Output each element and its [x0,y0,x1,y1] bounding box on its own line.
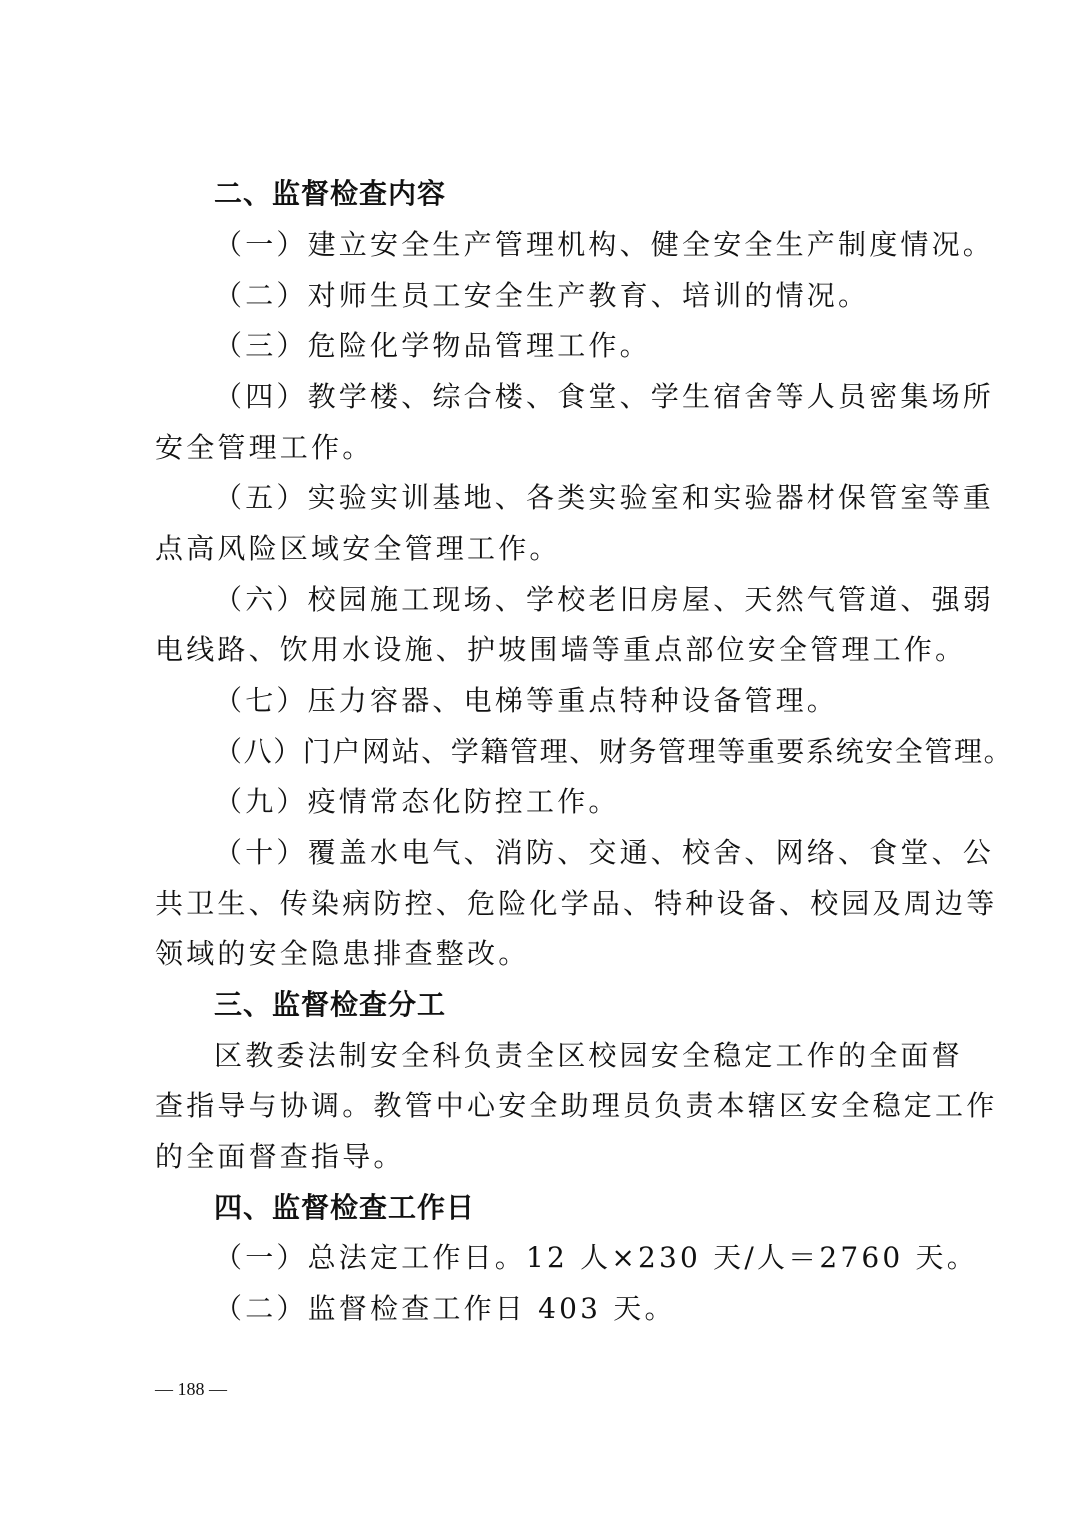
paragraph-line: （八）门户网站、学籍管理、财务管理等重要系统安全管理。 [214,735,1014,768]
section-heading-4: 四、监督检查工作日 [214,1191,476,1224]
paragraph-line: （二）监督检查工作日 403 天。 [214,1292,676,1325]
section-heading-3: 三、监督检查分工 [214,988,447,1021]
paragraph-line: （二）对师生员工安全生产教育、培训的情况。 [214,279,870,312]
paragraph-line: （十）覆盖水电气、消防、交通、校舍、网络、食堂、公 [214,836,995,869]
paragraph-line: 区教委法制安全科负责全区校园安全稳定工作的全面督 [214,1039,963,1072]
paragraph-line: 安全管理工作。 [155,431,374,464]
paragraph-line: （四）教学楼、综合楼、食堂、学生宿舍等人员密集场所 [214,380,995,413]
paragraph-line: 领域的安全隐患排查整改。 [155,937,530,970]
paragraph-line: 点高风险区域安全管理工作。 [155,532,561,565]
paragraph-line: 共卫生、传染病防控、危险化学品、特种设备、校园及周边等 [155,887,998,920]
paragraph-line: （一）总法定工作日。12 人×230 天/人＝2760 天。 [214,1241,978,1274]
paragraph-line: （三）危险化学物品管理工作。 [214,329,651,362]
paragraph-line: （九）疫情常态化防控工作。 [214,785,620,818]
paragraph-line: （六）校园施工现场、学校老旧房屋、天然气管道、强弱 [214,583,995,616]
paragraph-line: （五）实验实训基地、各类实验室和实验器材保管室等重 [214,481,995,514]
paragraph-line: （七）压力容器、电梯等重点特种设备管理。 [214,684,839,717]
paragraph-line: 的全面督查指导。 [155,1140,405,1173]
page-number: — 188 — [155,1379,227,1399]
paragraph-line: （一）建立安全生产管理机构、健全安全生产制度情况。 [214,228,995,261]
section-heading-2: 二、监督检查内容 [214,177,447,210]
paragraph-line: 电线路、饮用水设施、护坡围墙等重点部位安全管理工作。 [155,633,967,666]
paragraph-line: 查指导与协调。教管中心安全助理员负责本辖区安全稳定工作 [155,1089,998,1122]
